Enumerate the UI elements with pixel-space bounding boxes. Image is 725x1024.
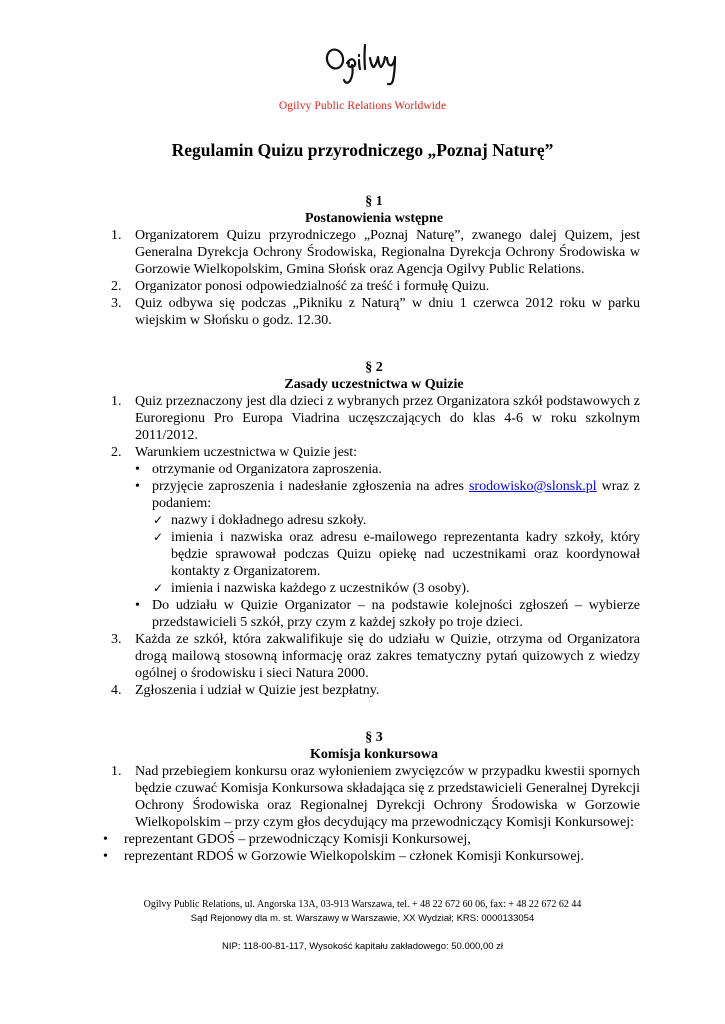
checkmark-icon: ✓ <box>153 530 164 544</box>
section-3 <box>103 729 640 865</box>
checkmark-icon: ✓ <box>153 513 164 527</box>
list-item: 2. Organizator ponosi odpowiedzialność za treść i formułę Quizu. <box>111 279 490 294</box>
bullet-item: • otrzymanie od Organizatora zaproszenia. <box>135 462 382 477</box>
email-link[interactable]: srodowisko@slonsk.pl <box>468 479 597 494</box>
check-item: ✓ nazwy i dokładnego adresu szkoły. <box>153 513 367 528</box>
check-item: ✓ imienia i nazwiska każdego z uczestników (3 osoby). <box>153 581 470 596</box>
section-2-heading: Zasady uczestnictwa w Quizie <box>284 377 464 392</box>
footer-tax: NIP: 118-00-81-117, Wysokość kapitału zakładowego: 50.000,00 zł <box>221 941 504 952</box>
check-item: ✓ imienia i nazwiska oraz adresu e-mailowego reprezentanta kadry szkoły, który będzie sprawował podczas Quizu opiekę nad uczestnikami oraz koordynował kontakty z Organizatorem. <box>153 530 640 579</box>
ogilvy-logo <box>0 42 725 92</box>
list-item: 1. Quiz przeznaczony jest dla dzieci z wybranych przez Organizatora szkół podstawowych z Euroregionu Pro Europa Viadrina uczęszczających do klas 4-6 w roku szkolnym 2011/2012. <box>111 394 640 443</box>
section-3-heading: Komisja konkursowa <box>310 747 438 762</box>
list-item: 1. Nad przebiegiem konkursu oraz wyłonieniem zwycięzców w przypadku kwestii spornych będzie czuwać Komisja Konkursowa składająca się z przedstawicieli Generalnej Dyrekcji Ochrony Środowiska oraz Regionalnej Dyrekcji Ochrony Środowiska w Gorzowie Wielkopolskim – przy czym głos decydujący ma przewodniczący Komisji Konkursowej: <box>111 764 640 830</box>
bullet-icon: • <box>103 849 108 864</box>
checkmark-icon: ✓ <box>153 581 164 595</box>
bullet-item: • reprezentant GDOŚ – przewodniczący Komisji Konkursowej, <box>103 832 471 847</box>
list-item: 3. Każda ze szkół, która zakwalifikuje się do udziału w Quizie, otrzyma od Organizatora drogą mailową stosowną informację oraz zakres tematyczny pytań quizowych z wiedzy ogólnej o środowisku i sieci Natura 2000. <box>111 632 640 681</box>
section-1-number: § 1 <box>365 194 383 209</box>
bullet-icon: • <box>135 598 140 613</box>
bullet-item: • Do udziału w Quizie Organizator – na podstawie kolejności zgłoszeń – wybierze przedstawicieli 5 szkół, przy czym z każdej szkoły po troje dzieci. <box>135 598 640 630</box>
bullet-icon: • <box>135 462 140 477</box>
section-3-number: § 3 <box>365 730 383 745</box>
bullet-icon: • <box>103 832 108 847</box>
section-2 <box>108 359 640 699</box>
list-item: 1. Organizatorem Quizu przyrodniczego „Poznaj Naturę”, zwanego dalej Quizem, jest Generalna Dyrekcja Ochrony Środowiska, Regionalna Dyrekcja Ochrony Środowiska w Gorzowie Wielkopolskim, Gmina Słońsk oraz Agencja Ogilvy Public Relations. <box>111 228 640 277</box>
section-1-heading: Postanowienia wstępne <box>304 211 444 226</box>
bullet-item: • reprezentant RDOŚ w Gorzowie Wielkopolskim – członek Komisji Konkursowej. <box>103 849 584 864</box>
section-2-number: § 2 <box>365 360 383 375</box>
section-1 <box>108 193 640 329</box>
list-item: 3. Quiz odbywa się podczas „Pikniku z Naturą” w dniu 1 czerwca 2012 roku w parku wiejskim w Słońsku o godz. 12.30. <box>111 296 640 328</box>
list-item: 2. Warunkiem uczestnictwa w Quizie jest: • otrzymanie od Organizatora zaproszenia. • przyjęcie zaproszenia i nadesłanie zgłoszenia na adres srodowisko@slonsk.pl wraz z podaniem: ✓ nazwy i dokładnego adresu szkoły. ✓ imienia i nazwiska oraz adresu e-mailowego reprezentanta kadry szkoły, który będzie sprawował podczas Quizu opiekę nad uczestnikami oraz koordynował kontakty z Organizatorem. ✓ imienia i nazwiska każdego z uczestników (3 osoby). • Do udziału w Quizie Organizator – na podstawie kolejności zgłoszeń – wybierze przedstawicieli 5 szkół, przy czym z każdej szkoły po troje dzieci. <box>111 445 640 630</box>
agency-name: Ogilvy Public Relations Worldwide <box>278 100 447 112</box>
ogilvy-signature-icon <box>323 42 403 92</box>
document-title: Regulamin Quizu przyrodniczego „Poznaj Naturę” <box>171 140 554 160</box>
bullet-item: • przyjęcie zaproszenia i nadesłanie zgłoszenia na adres srodowisko@slonsk.pl wraz z podaniem: ✓ nazwy i dokładnego adresu szkoły. ✓ imienia i nazwiska oraz adresu e-mailowego reprezentanta kadry szkoły, który będzie sprawował podczas Quizu opiekę nad uczestnikami oraz koordynował kontakty z Organizatorem. ✓ imienia i nazwiska każdego z uczestników (3 osoby). <box>135 479 640 596</box>
bullet-icon: • <box>135 479 140 494</box>
footer-court: Sąd Rejonowy dla m. st. Warszawy w Warszawie, XX Wydział; KRS: 0000133054 <box>190 913 535 924</box>
list-item: 4. Zgłoszenia i udział w Quizie jest bezpłatny. <box>111 683 380 698</box>
footer-address: Ogilvy Public Relations, ul. Angorska 13A, 03-913 Warszawa, tel. + 48 22 672 60 06, fax: + 48 22 672 62 44 <box>143 899 582 910</box>
